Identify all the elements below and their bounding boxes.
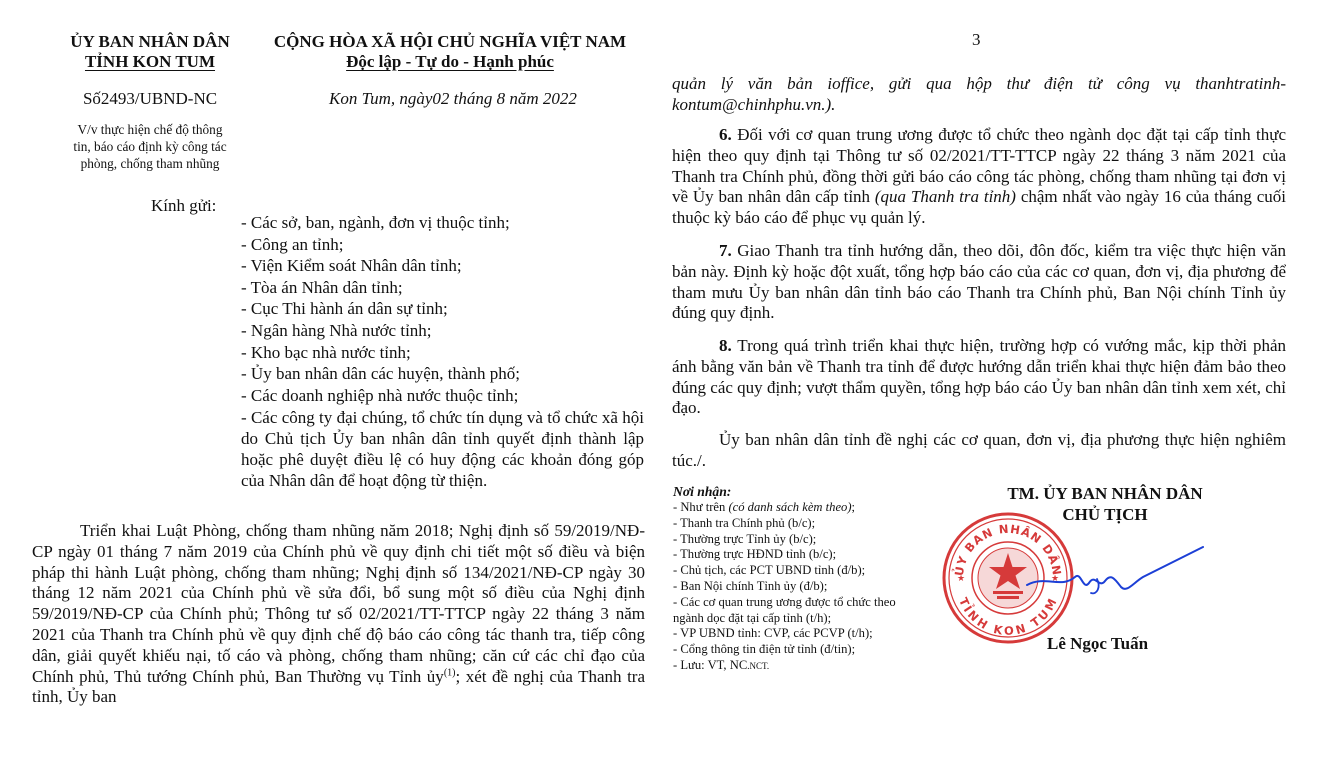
distribution-item: - Ban Nội chính Tỉnh ủy (đ/b); bbox=[673, 578, 828, 593]
item-6-text: Đối với cơ quan trung ương được tổ chức theo ngành dọc đặt tại cấp tỉnh thực hiện theo quy định tại Thông tư số 02/2021/TT-TTCP ngày 22 tháng 3 năm 2021 của Thanh tra Chính phủ, đồng thời gửi báo cáo công tác phòng, chống tham nhũng tại đơn vị về Ủy ban nhân dân cấp tỉnh bbox=[672, 125, 1286, 207]
item-6 bbox=[672, 125, 1286, 229]
recipient-item: - Kho bạc nhà nước tỉnh; bbox=[241, 342, 411, 362]
footnote-ref: (1) bbox=[443, 666, 456, 678]
national-header bbox=[255, 32, 645, 72]
document-subject bbox=[40, 121, 260, 172]
subject-line-1: V/v thực hiện chế độ thông bbox=[77, 122, 223, 137]
signature-line1: TM. ỦY BAN NHÂN DÂN bbox=[1007, 484, 1203, 503]
page-number: 3 bbox=[972, 30, 981, 49]
distribution bbox=[673, 483, 923, 675]
seal-top-text: ỦY BAN NHÂN DÂN bbox=[951, 521, 1065, 577]
distribution-item: - VP UBND tỉnh: CVP, các PCVP (t/h); bbox=[673, 626, 873, 641]
handwritten-signature bbox=[1025, 543, 1210, 613]
item-6-tail: chậm nhất vào ngày 16 của tháng cuối thuộc kỳ báo cáo để phục vụ quản lý. bbox=[672, 187, 1287, 228]
recipients-label: Kính gửi: bbox=[151, 196, 217, 215]
item-7-text: Giao Thanh tra tỉnh hướng dẫn, theo dõi, đôn đốc, kiểm tra việc thực hiện văn bản này. Định kỳ hoặc đột xuất, tổng hợp báo cáo của các cơ quan, đơn vị, địa phương để tham mưu Ủy ban nhân dân tỉnh báo cáo Thanh tra Chính phủ, Ban Nội chính Tỉnh ủy đúng quy định. bbox=[672, 241, 1286, 323]
item-6-number: 6. bbox=[719, 125, 732, 144]
item-7-number: 7. bbox=[719, 241, 732, 260]
item-6-italic: (qua Thanh tra tỉnh) bbox=[874, 187, 1016, 207]
distribution-item: - Như trên (có danh sách kèm theo); bbox=[673, 500, 856, 514]
item-8-text: Trong quá trình triển khai thực hiện, trường hợp có vướng mắc, kịp thời phản ánh bằng văn bản về Thanh tra tỉnh để được hướng dẫn triển khai thực hiện đảm bảo theo đúng các quy định; vượt thẩm quyền, tổng hợp báo cáo Ủy ban nhân dân tỉnh xem xét, chỉ đạo. bbox=[672, 336, 1286, 418]
distribution-list bbox=[673, 500, 923, 658]
recipient-last: - Các công ty đại chúng, tổ chức tín dụng và tổ chức xã hội do Chủ tịch Ủy ban nhân dân tỉnh quyết định thành lập hoặc phê duyệt điều lệ có huy động các khoản đóng góp của Nhân dân để hoạt động từ thiện. bbox=[241, 408, 644, 490]
item-8-number: 8. bbox=[719, 336, 732, 355]
document-number: Số2493/UBND-NC bbox=[82, 89, 218, 108]
issuing-org-line2: TỈNH KON TUM bbox=[84, 52, 216, 71]
intro-continuation: quản lý văn bản ioffice, gửi qua hộp thư điện tử công vụ thanhtratinh-kontum@chinhphu.vn.). bbox=[672, 74, 1286, 114]
body-paragraph bbox=[32, 521, 645, 708]
item-8 bbox=[672, 336, 1286, 419]
place-and-date: Kon Tum, ngày02 tháng 8 năm 2022 bbox=[329, 89, 577, 108]
distribution-item: - Cổng thông tin điện tử tỉnh (đ/tin); bbox=[673, 642, 856, 657]
seal-star-left: ★ bbox=[957, 574, 966, 584]
closing-paragraph: Ủy ban nhân dân tỉnh đề nghị các cơ quan, đơn vị, địa phương thực hiện nghiêm túc./. bbox=[672, 430, 1286, 470]
distribution-item: - Chủ tịch, các PCT UBND tỉnh (đ/b); bbox=[673, 563, 866, 578]
recipient-item: - Ngân hàng Nhà nước tỉnh; bbox=[241, 320, 432, 340]
subject-line-2: tin, báo cáo định kỳ công tác bbox=[73, 139, 227, 154]
seal-bottom-text: TỈNH KON TUM bbox=[956, 595, 1060, 638]
distribution-item: - Các cơ quan trung ương được tổ chức theo ngành dọc đặt tại cấp tỉnh (t/h); bbox=[673, 594, 896, 625]
recipient-item: - Công an tỉnh; bbox=[241, 234, 344, 254]
national-motto: Độc lập - Tự do - Hạnh phúc bbox=[346, 52, 554, 71]
recipient-item: - Viện Kiểm soát Nhân dân tỉnh; bbox=[241, 256, 462, 276]
distribution-item: - Thường trực Tỉnh ủy (b/c); bbox=[673, 531, 817, 546]
issuing-org bbox=[40, 32, 260, 72]
seal-star-right: ★ bbox=[1051, 574, 1060, 584]
recipients-list bbox=[241, 212, 651, 406]
recipient-item: - Cục Thi hành án dân sự tỉnh; bbox=[241, 299, 448, 319]
distribution-item-archive: - Lưu: VT, NC.NCT. bbox=[673, 657, 770, 672]
recipient-item: - Các doanh nghiệp nhà nước thuộc tỉnh; bbox=[241, 385, 519, 405]
body-paragraph-tail: ; xét đề nghị của Thanh tra tỉnh, Ủy ban bbox=[32, 666, 646, 707]
subject-line-3: phòng, chống tham nhũng bbox=[80, 156, 220, 171]
recipient-item: - Ủy ban nhân dân các huyện, thành phố; bbox=[241, 364, 520, 384]
distribution-title: Nơi nhận: bbox=[673, 484, 732, 499]
issuing-org-line1: ỦY BAN NHÂN DÂN bbox=[70, 32, 230, 51]
body-paragraph-text: Triển khai Luật Phòng, chống tham nhũng năm 2018; Nghị định số 59/2019/NĐ-CP ngày 01 tháng 7 năm 2019 của Chính phủ về quy định chi tiết một số điều và biện pháp thi hành Luật phòng, chống tham nhũng; Nghị định số 134/2021/NĐ-CP ngày 30 tháng 12 năm 2021 của Chính phủ về sửa đổi, bổ sung một số điều của Nghị định 59/2019/NĐ-CP của Chính phủ; Thông tư số 02/2021/TT-TTCP ngày 22 tháng 3 năm 2021 của Thanh tra Chính phủ về quy định chế độ báo cáo công tác thanh tra, tiếp công dân, giải quyết khiếu nại, tố cáo và phòng, chống tham nhũng; căn cứ các chỉ đạo của Chính phủ, Thủ tướng Chính phủ, Ban Thường vụ Tỉnh ủy bbox=[32, 521, 645, 686]
nation-name: CỘNG HÒA XÃ HỘI CHỦ NGHĨA VIỆT NAM bbox=[273, 32, 627, 51]
signer-name: Lê Ngọc Tuấn bbox=[1047, 634, 1149, 653]
distribution-item: - Thường trực HĐND tỉnh (b/c); bbox=[673, 547, 837, 562]
distribution-item: - Thanh tra Chính phủ (b/c); bbox=[673, 515, 816, 530]
item-7 bbox=[672, 241, 1286, 324]
recipient-item: - Các sở, ban, ngành, đơn vị thuộc tỉnh; bbox=[241, 213, 510, 232]
recipient-item: - Tòa án Nhân dân tỉnh; bbox=[241, 277, 403, 297]
signature-line2: CHỦ TỊCH bbox=[1062, 505, 1148, 524]
